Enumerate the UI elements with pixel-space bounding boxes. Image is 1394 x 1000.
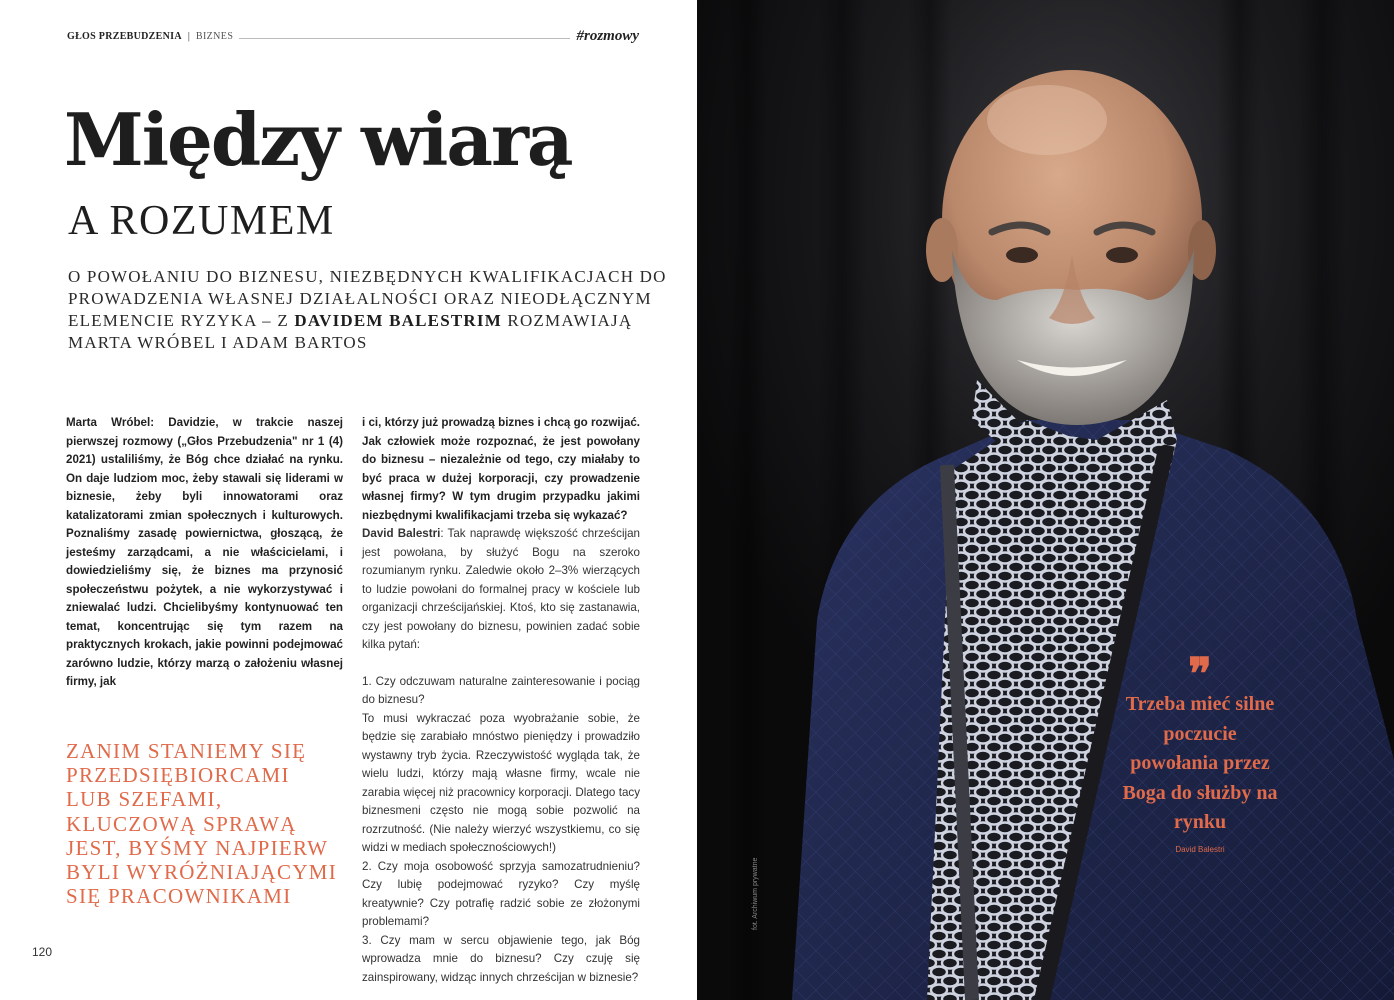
lead-text-end: ROZMAWIAJĄ MARTA WRÓBEL I ADAM BARTOS	[68, 311, 633, 352]
pull-quote: ZANIM STANIEMY SIĘ PRZEDSIĘBIORCAMI LUB SZEFAMI, KLUCZOWĄ SPRAWĄ JEST, BYŚMY NAJPIERW BYLI WYRÓŻNIAJĄCYMI SIĘ PRACOWNIKAMI	[66, 739, 338, 909]
lead-text: O POWOŁANIU DO BIZNESU, NIEZBĘDNYCH KWALIFIKACJACH DO PROWADZENIA WŁASNEJ DZIAŁALNOŚCI ORAZ NIEODŁĄCZNYM ELEMENCIE RYZYKA – Z	[68, 267, 667, 330]
right-page	[697, 0, 1394, 1000]
body-column-1	[66, 414, 343, 692]
body-column-2	[362, 414, 640, 987]
section-name: BIZNES	[195, 30, 234, 42]
interview-question: Marta Wróbel: Davidzie, w trakcie naszej pierwszej rozmowy („Głos Przebudzenia" nr 1 (4) 2021) ustaliliśmy, że Bóg chce działać na rynku. On daje ludziom moc, żeby stawali się liderami w biznesie, żeby byli innowatorami oraz katalizatorami zmian społecznych i kulturowych. Poznaliśmy zasadę powiernictwa, głoszącą, że jesteśmy zarządcami, a nie właścicielami, i dowiedzieliśmy się, że biznes ma przynosić społeczeństwu pożytek, a nie wykorzystywać i zniewalać ludzi. Chcielibyśmy kontynuować ten temat, koncentrując się tym razem na praktycznych krokach, jakie powinni podejmować zarówno ludzie, którzy marzą o założeniu własnej firmy, jak	[66, 416, 343, 688]
quote-mark-icon: ❞	[1188, 650, 1212, 699]
running-header	[67, 26, 639, 46]
list-item: 3. Czy mam w sercu objawienie tego, jak Bóg wprowadza mnie do biznesu? Czy czuję się zainspirowany, widząc innych chrześcijan w biznesie?	[362, 933, 640, 984]
answer-paragraph	[362, 525, 640, 655]
photo-quote	[1120, 650, 1280, 854]
answer-text: : Tak naprawdę większość chrześcijan jest powołana, by służyć Bogu na szeroko rozumianym rynku. Zaledwie około 2–3% wierzących to ludzie powołani do formalnej pracy w kościele lub organizacji chrześcijańskiej. Ktoś, kto się zastanawia, czy jest powołany do biznesu, powinien zadać sobie kilka pytań:	[362, 527, 640, 651]
list-item: 2. Czy moja osobowość sprzyja samozatrudnieniu? Czy lubię podejmować ryzyko? Czy myślę kreatywnie? Czy potrafię radzić sobie ze złożonymi problemami?	[362, 859, 640, 928]
magazine-name: GŁOS PRZEBUDZENIA	[67, 30, 182, 42]
speaker-name: David Balestri	[362, 527, 441, 540]
list-item: 1. Czy odczuwam naturalne zainteresowanie i pociąg do biznesu?	[362, 674, 640, 706]
article-subtitle: A ROZUMEM	[68, 198, 335, 244]
page-number: 120	[32, 945, 53, 959]
question-continuation: i ci, którzy już prowadzą biznes i chcą go rozwijać. Jak człowiek może rozpoznać, że jest powołany do biznesu – niezależnie od tego, czy miałaby to być praca w dużej korporacji, czy prowadzenie własnej firmy? W tym drugim przypadku jakimi niezbędnymi kwalifikacjami trzeba się wykazać?	[362, 416, 640, 522]
article-lead	[68, 266, 668, 354]
quote-author: David Balestri	[1175, 844, 1225, 854]
list-paragraph: To musi wykraczać poza wyobrażanie sobie, że będzie się zarabiało mnóstwo pieniędzy i prowadziło wystawny tryb życia. Rzeczywistość wygląda tak, że wielu ludzi, którzy mają własne firmy, wcale nie zarabia więcej niż pracownicy korporacji. Dlatego tacy biznesmeni często nie mogą sobie pozwolić na rozrzutność. (Nie należy wierzyć wszystkiemu, co się widzi w mediach społecznościowych!)	[362, 711, 640, 854]
lead-interviewee: DAVIDEM BALESTRIM	[294, 311, 502, 330]
photo-credit: fot. Archiwum prywatne	[752, 857, 759, 930]
portrait-photo	[697, 0, 1394, 1000]
header-separator: |	[187, 30, 190, 42]
header-rule	[239, 38, 570, 39]
section-tag: #rozmowy	[576, 27, 639, 44]
article-title: Między wiarą	[64, 97, 572, 182]
quote-text: Trzeba mieć silne poczucie powołania przez Boga do służby na rynku	[1122, 693, 1278, 833]
